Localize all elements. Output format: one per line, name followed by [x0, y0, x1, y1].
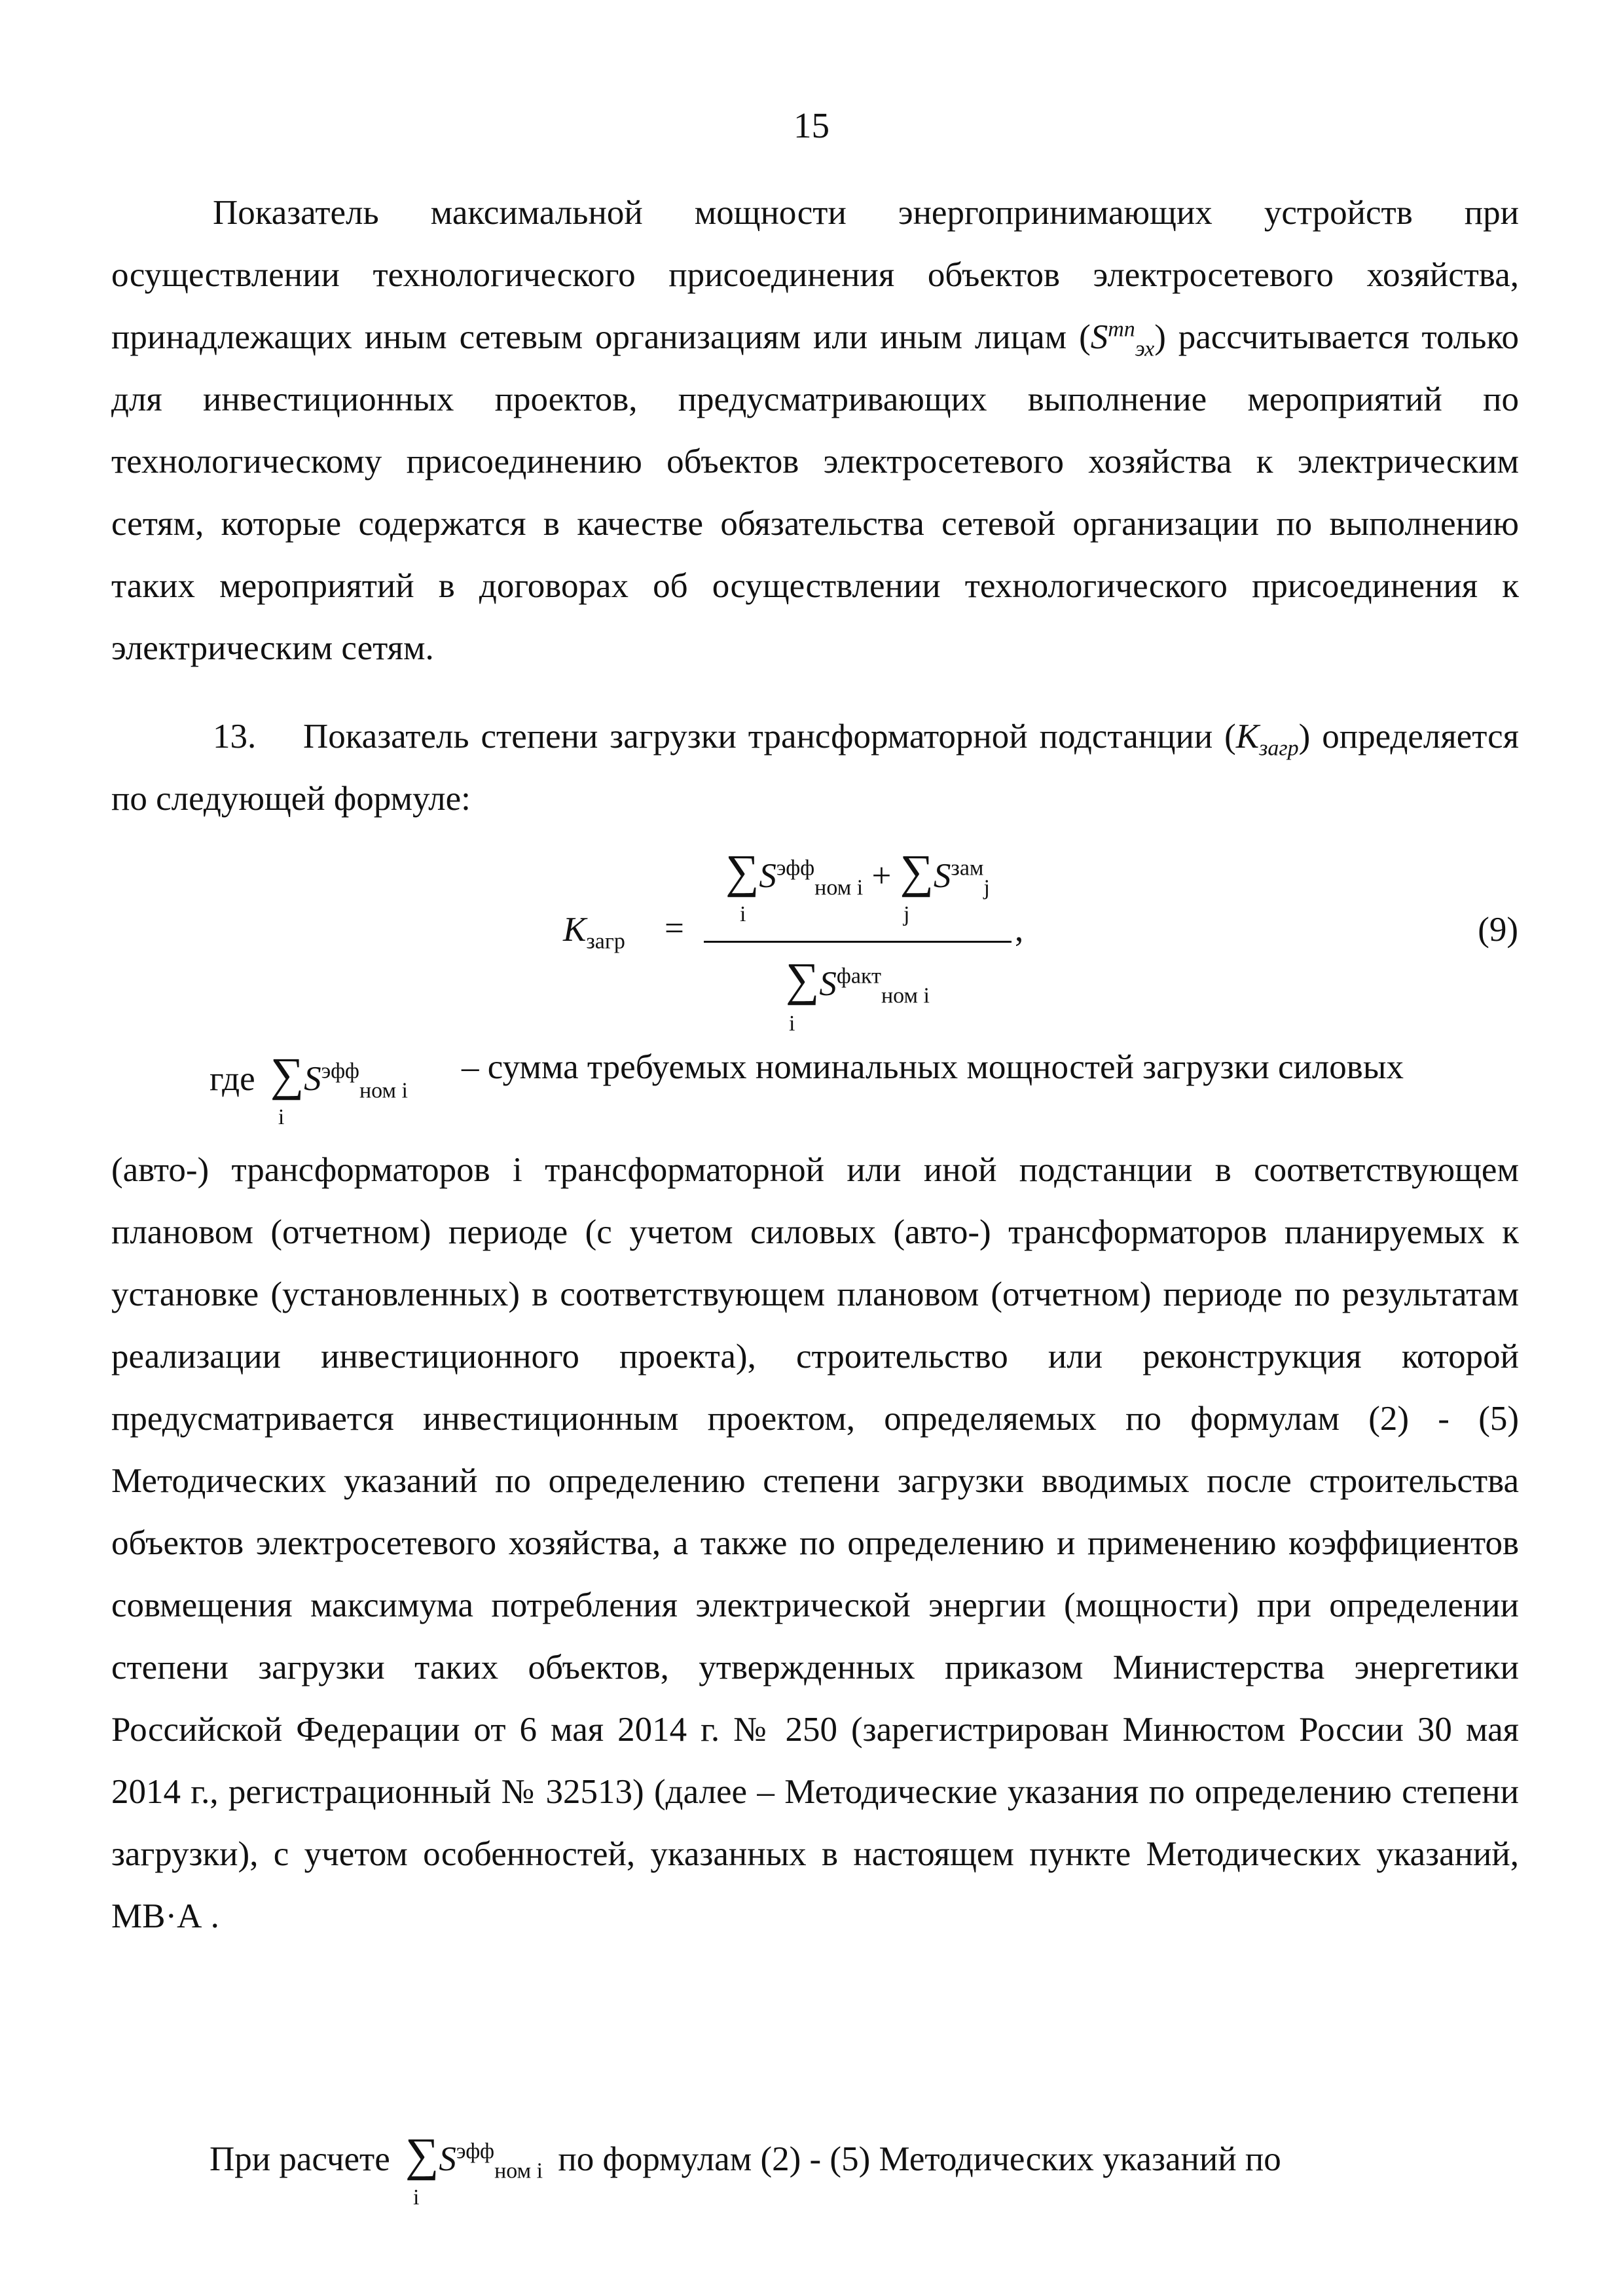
paragraph-1-text: Показатель максимальной мощности энергопринимающих устройств при осуществлении технологического присоединения объектов электросетевого хозяйства, принадлежащих иным сетевым организациям или иным лицам [111, 194, 1519, 356]
paragraph-1-continuation: рассчитывается только для инвестиционных проектов, предусматривающих выполнение мероприятий по технологическому присоединению объектов электросетевого хозяйства к электрическим сетям, которые содержатся в качестве обязательства сетевой организации по выполнению таких мероприятий в договорах об осуществлении технологического присоединения к электрическим сетям. [111, 318, 1519, 667]
sigma-icon: ∑ [270, 1048, 304, 1101]
where-prefix: где [210, 1060, 255, 1098]
last-line-sum: $\sum S^{эфф}_{ном i}$ i [405, 2128, 543, 2210]
item-13-number: 13. [213, 718, 257, 756]
sigma-icon: ∑ [405, 2128, 439, 2181]
formula-equals: = [665, 909, 684, 947]
formula-numerator: $\sum S^{эфф}_{ном i} + \sum S^{зам}_j$ i j [725, 845, 990, 926]
item-13: 13. Показатель степени загрузки трансформаторной подстанции $(K_{загр})$ определяется по следующей формуле: [111, 718, 1519, 818]
formula-number: (9) [1478, 911, 1518, 949]
page-number: 15 [793, 105, 830, 145]
formula-denominator: $\sum S^{факт}_{ном i}$ i [786, 953, 930, 1036]
formula-comma: , [1015, 911, 1024, 949]
paragraph-max-power: Показатель максимальной мощности энергопринимающих устройств при осуществлении технологического присоединения объектов электросетевого хозяйства, принадлежащих иным сетевым организациям или иным лицам $(S^{тп}_{эх})$ рассчитывается только для инвестиционных проектов, предусматривающих выполнение мероприятий по технологическому присоединению объектов электросетевого хозяйства к электрическим сетям, которые содержатся в качестве обязательства сетевой организации по выполнению таких мероприятий в договорах об осуществлении технологического присоединения к электрическим сетям. [111, 194, 1519, 667]
item-13-text: Показатель степени загрузки трансформаторной подстанции [302, 718, 1213, 756]
item-13-text-after: определяется по следующей формуле: [111, 718, 1519, 818]
where-line [210, 1048, 1519, 1129]
sigma-icon: ∑ [725, 845, 759, 898]
last-line-suffix: по формулам (2) - (5) Методических указаний по [558, 2140, 1281, 2178]
symbol-k-zagr: $K_{загр}$ [1235, 718, 1299, 761]
where-definition: – сумма требуемых номинальных мощностей загрузки силовых [462, 1048, 1404, 1086]
last-line [210, 2128, 1519, 2210]
sigma-icon: ∑ [786, 953, 820, 1006]
fraction-bar [704, 941, 1012, 943]
last-line-prefix: При расчете [210, 2140, 390, 2178]
formula-9 [563, 845, 1024, 1041]
symbol-s-tp-eh: $S^{тп}_{эх}$ [1090, 317, 1155, 361]
sigma-icon: ∑ [900, 845, 934, 898]
where-sum: $\sum S^{эфф}_{ном i}$ i [270, 1048, 408, 1129]
formula-lhs: $K_{загр}$ [563, 911, 625, 954]
paragraph-definition: (авто-) трансформаторов i трансформаторной или иной подстанции в соответствующем плановом (отчетном) периоде (с учетом силовых (авто-) трансформаторов планируемых к установке (установленных) в соответствующем плановом (отчетном) периоде по результатам реализации инвестиционного проекта), строительство или реконструкция которой предусматривается инвестиционным проектом, определяемых по формулам (2) - (5) Методических указаний по определению степени загрузки вводимых после строительства объектов электросетевого хозяйства, а также по определению и применению коэффициентов совмещения максимума потребления электрической энергии (мощности) при определении степени загрузки таких объектов, утвержденных приказом Министерства энергетики Российской Федерации от 6 мая 2014 г. № 250 (зарегистрирован Минюстом России 30 мая 2014 г., регистрационный № 32513) (далее – Методические указания по определению степени загрузки), с учетом особенностей, указанных в настоящем пункте Методических указаний, МВ·А . [111, 1151, 1519, 1935]
